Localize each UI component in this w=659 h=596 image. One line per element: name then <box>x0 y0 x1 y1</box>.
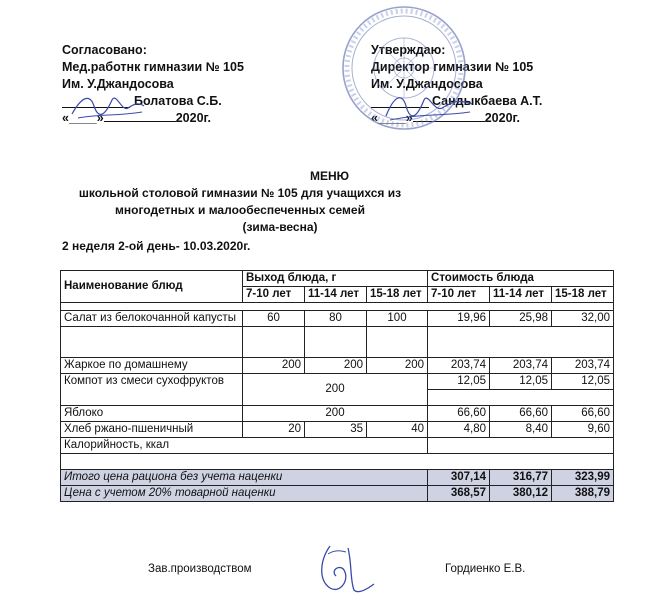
approve-school: Им. У.Джандосова <box>371 77 483 91</box>
footer-role: Зав.производством <box>148 563 252 575</box>
cost-cell: 66,60 <box>428 406 490 422</box>
empty-cell <box>367 327 428 358</box>
total-label: Цена с учетом 20% товарной наценки <box>61 486 428 502</box>
column-header-name: Наименование блюд <box>61 271 243 303</box>
total-row <box>61 470 614 486</box>
cost-cell: 12,05 <box>552 374 614 390</box>
table-row <box>61 374 614 390</box>
column-age-11-14: 11-14 лет <box>490 287 552 303</box>
table-spacer <box>61 303 614 311</box>
cost-cell: 19,96 <box>428 311 490 327</box>
signature-scribble-right-icon <box>382 86 477 126</box>
menu-subtitle-1: школьной столовой гимназии № 105 для учащихся из <box>78 186 402 200</box>
signature-scribble-footer-icon <box>300 540 380 596</box>
yield-cell: 60 <box>243 311 305 327</box>
menu-subtitle-2: многодетных и малообеспеченных семей <box>115 203 365 217</box>
approval-date: «____» 2020г. <box>62 111 211 125</box>
yield-cell: 20 <box>243 422 305 438</box>
column-age-15-18: 15-18 лет <box>552 287 614 303</box>
total-cell: 380,12 <box>490 486 552 502</box>
empty-cell <box>305 327 367 358</box>
approval-position: Мед.работнк гимназии № 105 <box>62 60 244 74</box>
empty-cell <box>428 438 614 454</box>
approve-date: «____» 2020г. <box>371 111 520 125</box>
column-group-yield: Выход блюда, г <box>243 271 428 287</box>
table-spacer <box>61 454 614 470</box>
total-cell: 388,79 <box>552 486 614 502</box>
total-label: Итого цена рациона без учета наценки <box>61 470 428 486</box>
table-row <box>61 311 614 327</box>
total-row <box>61 486 614 502</box>
empty-cell <box>243 327 305 358</box>
cost-cell: 203,74 <box>428 358 490 374</box>
signature-scribble-left-icon <box>68 88 148 124</box>
table-row <box>61 358 614 374</box>
menu-season: (зима-весна) <box>242 220 318 234</box>
cost-cell: 32,00 <box>552 311 614 327</box>
approval-label: Согласовано: <box>62 43 147 57</box>
calories-label: Калорийность, ккал <box>61 438 428 454</box>
approve-position: Директор гимназии № 105 <box>371 60 534 74</box>
approval-signer: Болатова С.Б. <box>134 94 222 108</box>
approval-school: Им. У.Джандосова <box>62 77 174 91</box>
cost-cell: 8,40 <box>490 422 552 438</box>
approve-signer: Сандыкбаева А.Т. <box>432 94 543 108</box>
column-age-7-10: 7-10 лет <box>428 287 490 303</box>
table-row <box>61 422 614 438</box>
menu-table <box>60 270 614 502</box>
column-group-cost: Стоимость блюда <box>428 271 614 287</box>
dish-name: Компот из смеси сухофруктов <box>61 374 243 406</box>
approve-label: Утверждаю: <box>371 43 446 57</box>
empty-cell <box>428 327 614 358</box>
menu-title: МЕНЮ <box>309 169 350 183</box>
footer-name: Гордиенко Е.В. <box>445 563 526 575</box>
total-cell: 307,14 <box>428 470 490 486</box>
empty-cell <box>428 390 614 406</box>
table-row <box>61 438 614 454</box>
cost-cell: 4,80 <box>428 422 490 438</box>
cost-cell: 12,05 <box>428 374 490 390</box>
dish-name: Жаркое по домашнему <box>61 358 243 374</box>
cost-cell: 66,60 <box>490 406 552 422</box>
menu-week-day: 2 неделя 2-ой день- 10.03.2020г. <box>62 239 251 253</box>
cost-cell: 66,60 <box>552 406 614 422</box>
dish-name: Салат из белокочанной капусты <box>61 311 243 327</box>
yield-cell: 200 <box>243 374 428 406</box>
yield-cell: 200 <box>367 358 428 374</box>
yield-cell: 100 <box>367 311 428 327</box>
table-row <box>61 406 614 422</box>
column-age-7-10: 7-10 лет <box>243 287 305 303</box>
yield-cell: 40 <box>367 422 428 438</box>
dish-name: Хлеб ржано-пшеничный <box>61 422 243 438</box>
yield-cell: 200 <box>243 358 305 374</box>
cost-cell: 203,74 <box>552 358 614 374</box>
total-cell: 368,57 <box>428 486 490 502</box>
column-age-11-14: 11-14 лет <box>305 287 367 303</box>
yield-cell: 80 <box>305 311 367 327</box>
yield-cell: 35 <box>305 422 367 438</box>
total-cell: 323,99 <box>552 470 614 486</box>
yield-cell: 200 <box>305 358 367 374</box>
empty-cell <box>61 327 243 358</box>
yield-cell: 200 <box>243 406 428 422</box>
cost-cell: 9,60 <box>552 422 614 438</box>
column-age-15-18: 15-18 лет <box>367 287 428 303</box>
cost-cell: 25,98 <box>490 311 552 327</box>
cost-cell: 12,05 <box>490 374 552 390</box>
cost-cell: 203,74 <box>490 358 552 374</box>
dish-name: Яблоко <box>61 406 243 422</box>
total-cell: 316,77 <box>490 470 552 486</box>
